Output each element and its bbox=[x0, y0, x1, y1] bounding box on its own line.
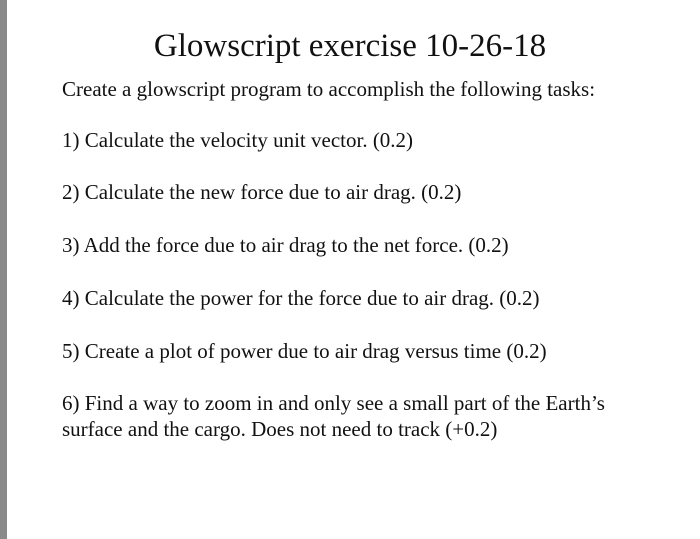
document-title: Glowscript exercise 10-26-18 bbox=[153, 28, 547, 64]
task-item-5: 5) Create a plot of power due to air drag versus time (0.2) bbox=[62, 339, 547, 363]
task-item-1: 1) Calculate the velocity unit vector. (0.2) bbox=[62, 128, 414, 152]
task-item-4: 4) Calculate the power for the force due to air drag. (0.2) bbox=[62, 286, 540, 310]
instructions-intro: Create a glowscript program to accomplish the following tasks: bbox=[62, 77, 596, 101]
task-item-6-line-1: 6) Find a way to zoom in and only see a small part of the Earth’s bbox=[62, 391, 605, 415]
task-item-2: 2) Calculate the new force due to air drag. (0.2) bbox=[62, 180, 462, 204]
left-edge-bar bbox=[0, 0, 7, 539]
task-item-6-line-2: surface and the cargo. Does not need to track (+0.2) bbox=[62, 417, 498, 441]
task-item-3: 3) Add the force due to air drag to the net force. (0.2) bbox=[62, 233, 509, 257]
